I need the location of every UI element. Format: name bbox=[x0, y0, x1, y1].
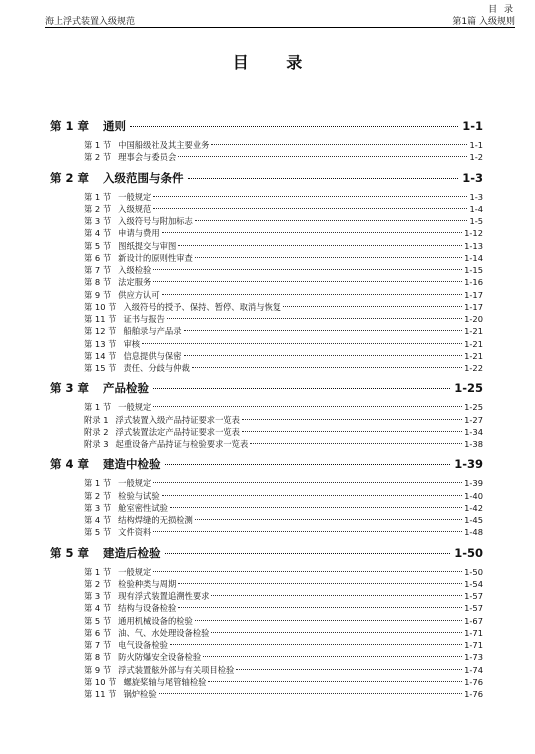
page-number: 1-12 bbox=[464, 228, 483, 239]
page-number: 1-71 bbox=[464, 640, 483, 650]
chapter-number: 第 2 章 bbox=[50, 170, 90, 185]
dot-leader bbox=[195, 519, 462, 520]
toc-section-entry[interactable] bbox=[50, 688, 483, 700]
section-number: 第 2 节 bbox=[84, 203, 112, 214]
section-title: 舱室密性试验 bbox=[118, 502, 168, 513]
toc-section-entry[interactable] bbox=[50, 313, 483, 325]
toc-section-entry[interactable] bbox=[50, 289, 483, 301]
section-title: 浮式装置入级产品持证要求一览表 bbox=[115, 414, 240, 425]
toc-section-entry[interactable] bbox=[50, 325, 483, 337]
page-number: 1-57 bbox=[464, 603, 483, 614]
section-title: 一般规定 bbox=[118, 478, 152, 489]
section-number: 第 1 节 bbox=[84, 191, 112, 202]
page-number: 1-54 bbox=[464, 578, 483, 589]
header-part-title: 第1篇 入级规则 bbox=[452, 17, 515, 27]
page-number: 1-57 bbox=[464, 591, 483, 601]
page-number: 1-71 bbox=[464, 627, 483, 638]
section-title: 一般规定 bbox=[118, 566, 152, 577]
toc-section-entry[interactable] bbox=[50, 426, 483, 438]
section-title: 浮式装置舷外部与有关项目检验 bbox=[118, 664, 235, 675]
section-number: 第 11 节 bbox=[84, 689, 117, 699]
dot-leader bbox=[184, 330, 463, 331]
header-book-title: 海上浮式装置入级规范 bbox=[45, 17, 136, 27]
page-number: 1-3 bbox=[462, 170, 483, 185]
section-number: 第 3 节 bbox=[84, 502, 112, 513]
toc-section-entry[interactable] bbox=[50, 240, 483, 252]
section-number: 第 5 节 bbox=[84, 527, 112, 538]
dot-leader bbox=[167, 318, 462, 319]
toc-section-entry[interactable] bbox=[50, 514, 483, 526]
section-title: 检验与试验 bbox=[118, 490, 160, 501]
page-number: 1-4 bbox=[469, 203, 483, 214]
section-number: 附录 1 bbox=[84, 414, 109, 425]
page-number: 1-21 bbox=[464, 350, 483, 361]
section-number: 第 13 节 bbox=[84, 338, 117, 349]
toc-section-entry[interactable] bbox=[50, 639, 483, 651]
section-number: 第 8 节 bbox=[84, 277, 112, 288]
dot-leader bbox=[153, 406, 462, 407]
chapter-title: 建造中检验 bbox=[103, 457, 161, 472]
section-number: 第 6 节 bbox=[84, 252, 112, 263]
dot-leader bbox=[153, 482, 462, 483]
section-title: 审核 bbox=[123, 338, 141, 349]
section-title: 供应方认可 bbox=[118, 289, 160, 300]
section-number: 第 14 节 bbox=[84, 350, 117, 361]
section-title: 理事会与委员会 bbox=[118, 152, 177, 163]
dot-leader bbox=[153, 531, 462, 532]
toc-section-entry[interactable] bbox=[50, 362, 483, 374]
dot-leader bbox=[162, 294, 463, 295]
dot-leader bbox=[203, 656, 462, 657]
toc-section-entry[interactable] bbox=[50, 139, 483, 151]
page-title: 目 录 bbox=[232, 53, 319, 72]
section-number: 第 5 节 bbox=[84, 615, 112, 626]
section-title: 起重设备产品持证与检验要求一览表 bbox=[115, 439, 249, 449]
toc-section-entry[interactable] bbox=[50, 338, 483, 350]
toc-section-entry[interactable] bbox=[50, 414, 483, 426]
toc-section-entry[interactable] bbox=[50, 676, 483, 688]
toc-section-entry[interactable] bbox=[50, 490, 483, 502]
chapter-number: 第 3 章 bbox=[50, 381, 90, 396]
section-number: 第 4 节 bbox=[84, 228, 112, 239]
page-number: 1-25 bbox=[464, 402, 483, 413]
header-top-right: 目 录 bbox=[488, 5, 515, 15]
section-title: 船舶录与产品录 bbox=[123, 326, 182, 337]
dot-leader bbox=[211, 144, 467, 145]
section-title: 法定服务 bbox=[118, 277, 152, 288]
page-number: 1-42 bbox=[464, 502, 483, 513]
section-number: 第 9 节 bbox=[84, 289, 112, 300]
section-title: 入级检验 bbox=[118, 265, 152, 275]
toc-section-entry[interactable] bbox=[50, 350, 483, 362]
page-number: 1-13 bbox=[464, 240, 483, 251]
dot-leader bbox=[211, 632, 462, 633]
section-title: 浮式装置法定产品持证要求一览表 bbox=[115, 426, 240, 437]
section-title: 入级符号与附加标志 bbox=[118, 216, 193, 226]
dot-leader bbox=[195, 620, 462, 621]
section-title: 信息提供与保密 bbox=[123, 350, 182, 361]
page-number: 1-50 bbox=[454, 545, 483, 560]
dot-leader bbox=[153, 388, 450, 389]
toc-section-entry[interactable] bbox=[50, 227, 483, 239]
section-title: 检验种类与周期 bbox=[118, 578, 177, 589]
toc-section-entry[interactable] bbox=[50, 526, 483, 538]
toc-section-entry[interactable] bbox=[50, 301, 483, 313]
chapter-number: 第 5 章 bbox=[50, 545, 90, 560]
section-title: 责任、分歧与仲裁 bbox=[123, 363, 190, 373]
dot-leader bbox=[162, 495, 463, 496]
section-title: 入级符号的授予、保持、暂停、取消与恢复 bbox=[123, 301, 282, 312]
section-number: 第 1 节 bbox=[84, 478, 112, 489]
section-number: 第 10 节 bbox=[84, 301, 117, 312]
section-title: 油、气、水处理设备检验 bbox=[118, 627, 210, 638]
toc-section-entry[interactable] bbox=[50, 401, 483, 413]
toc-section-entry[interactable] bbox=[50, 191, 483, 203]
section-number: 第 3 节 bbox=[84, 216, 112, 226]
dot-leader bbox=[162, 232, 463, 233]
dot-leader bbox=[153, 281, 462, 282]
section-title: 一般规定 bbox=[118, 191, 152, 202]
page-number: 1-27 bbox=[464, 414, 483, 425]
toc-chapter-entry[interactable] bbox=[50, 380, 483, 399]
section-title: 证书与报告 bbox=[123, 314, 165, 324]
toc-section-entry[interactable] bbox=[50, 664, 483, 676]
page-number: 1-1 bbox=[462, 119, 483, 133]
page-number: 1-67 bbox=[464, 615, 483, 626]
toc-chapter-entry[interactable] bbox=[50, 118, 483, 137]
section-title: 通用机械设备的检验 bbox=[118, 615, 193, 626]
section-number: 第 1 节 bbox=[84, 566, 112, 577]
page-number: 1-20 bbox=[464, 314, 483, 324]
dot-leader bbox=[178, 245, 462, 246]
page-number: 1-39 bbox=[464, 478, 483, 489]
section-title: 文件资料 bbox=[118, 527, 152, 538]
page-number: 1-73 bbox=[464, 652, 483, 663]
toc-section-entry[interactable] bbox=[50, 215, 483, 227]
page-number: 1-21 bbox=[464, 338, 483, 349]
page-number: 1-1 bbox=[469, 140, 483, 150]
toc-section-entry[interactable] bbox=[50, 276, 483, 288]
toc-section-entry[interactable] bbox=[50, 264, 483, 276]
section-number: 第 1 节 bbox=[84, 140, 112, 150]
section-number: 第 3 节 bbox=[84, 591, 112, 601]
toc-section-entry[interactable] bbox=[50, 627, 483, 639]
section-number: 第 4 节 bbox=[84, 603, 112, 614]
dot-leader bbox=[153, 196, 467, 197]
dot-leader bbox=[170, 644, 462, 645]
section-number: 第 7 节 bbox=[84, 265, 112, 275]
dot-leader bbox=[165, 553, 451, 554]
dot-leader bbox=[142, 343, 462, 344]
page-number: 1-38 bbox=[464, 439, 483, 449]
page-number: 1-17 bbox=[464, 289, 483, 300]
dot-leader bbox=[184, 355, 463, 356]
chapter-title: 入级范围与条件 bbox=[103, 170, 184, 185]
page-number: 1-76 bbox=[464, 689, 483, 699]
page-number: 1-15 bbox=[464, 265, 483, 275]
toc-section-entry[interactable] bbox=[50, 477, 483, 489]
toc-section-entry[interactable] bbox=[50, 615, 483, 627]
toc-section-entry[interactable] bbox=[50, 252, 483, 264]
page-number: 1-14 bbox=[464, 252, 483, 263]
chapter-number: 第 1 章 bbox=[50, 119, 90, 133]
dot-leader bbox=[178, 583, 462, 584]
section-title: 现有浮式装置追溯性要求 bbox=[118, 591, 210, 601]
section-number: 第 2 节 bbox=[84, 490, 112, 501]
page-number: 1-21 bbox=[464, 326, 483, 337]
section-number: 第 2 节 bbox=[84, 152, 112, 163]
section-title: 申请与费用 bbox=[118, 228, 160, 239]
page-number: 1-40 bbox=[464, 490, 483, 501]
chapter-title: 通则 bbox=[103, 119, 127, 133]
section-title: 一般规定 bbox=[118, 402, 152, 413]
section-number: 第 9 节 bbox=[84, 664, 112, 675]
toc-section-entry[interactable] bbox=[50, 151, 483, 163]
toc-section-entry[interactable] bbox=[50, 651, 483, 663]
toc-section-entry[interactable] bbox=[50, 203, 483, 215]
toc-chapter-entry[interactable] bbox=[50, 456, 483, 475]
dot-leader bbox=[153, 269, 462, 270]
dot-leader bbox=[153, 571, 462, 572]
page-number: 1-39 bbox=[454, 457, 483, 472]
table-of-contents bbox=[50, 118, 483, 700]
section-number: 附录 2 bbox=[84, 426, 109, 437]
dot-leader bbox=[178, 156, 467, 157]
toc-section-entry[interactable] bbox=[50, 566, 483, 578]
toc-chapter-entry[interactable] bbox=[50, 545, 483, 564]
section-number: 第 1 节 bbox=[84, 402, 112, 413]
chapter-title: 建造后检验 bbox=[103, 545, 161, 560]
dot-leader bbox=[211, 595, 462, 596]
dot-leader bbox=[165, 464, 451, 465]
page-number: 1-76 bbox=[464, 676, 483, 687]
section-title: 螺旋桨轴与尾管轴检验 bbox=[123, 676, 207, 687]
section-number: 第 2 节 bbox=[84, 578, 112, 589]
section-title: 入级规范 bbox=[118, 203, 152, 214]
toc-section-entry[interactable] bbox=[50, 602, 483, 614]
dot-leader bbox=[242, 431, 462, 432]
section-title: 结构与设备检验 bbox=[118, 603, 177, 614]
section-title: 新设计的原则性审查 bbox=[118, 252, 193, 263]
section-number: 第 11 节 bbox=[84, 314, 117, 324]
dot-leader bbox=[208, 681, 462, 682]
page-number: 1-25 bbox=[454, 381, 483, 396]
page-number: 1-45 bbox=[464, 515, 483, 525]
chapter-number: 第 4 章 bbox=[50, 457, 90, 472]
toc-section-entry[interactable] bbox=[50, 502, 483, 514]
section-title: 防火防爆安全设备检验 bbox=[118, 652, 202, 663]
dot-leader bbox=[195, 220, 468, 221]
section-number: 第 12 节 bbox=[84, 326, 117, 337]
section-number: 第 4 节 bbox=[84, 515, 112, 525]
dot-leader bbox=[195, 257, 462, 258]
dot-leader bbox=[170, 507, 462, 508]
section-title: 结构焊缝的无损检测 bbox=[118, 515, 193, 525]
dot-leader bbox=[153, 208, 467, 209]
section-number: 第 7 节 bbox=[84, 640, 112, 650]
section-number: 附录 3 bbox=[84, 439, 109, 449]
section-number: 第 8 节 bbox=[84, 652, 112, 663]
section-number: 第 5 节 bbox=[84, 240, 112, 251]
dot-leader bbox=[236, 669, 462, 670]
dot-leader bbox=[242, 419, 462, 420]
section-number: 第 15 节 bbox=[84, 363, 117, 373]
dot-leader bbox=[188, 178, 459, 179]
dot-leader bbox=[178, 607, 462, 608]
dot-leader bbox=[130, 126, 458, 127]
page-number: 1-48 bbox=[464, 527, 483, 538]
section-number: 第 10 节 bbox=[84, 676, 117, 687]
toc-chapter-entry[interactable] bbox=[50, 170, 483, 189]
page-number: 1-3 bbox=[469, 191, 483, 202]
page-number: 1-50 bbox=[464, 566, 483, 577]
section-title: 锅炉检验 bbox=[123, 689, 157, 699]
page-number: 1-74 bbox=[464, 664, 483, 675]
toc-section-entry[interactable] bbox=[50, 590, 483, 602]
toc-section-entry[interactable] bbox=[50, 578, 483, 590]
page-number: 1-2 bbox=[469, 152, 483, 163]
dot-leader bbox=[192, 367, 462, 368]
dot-leader bbox=[159, 693, 463, 694]
chapter-title: 产品检验 bbox=[103, 381, 150, 396]
page-number: 1-5 bbox=[469, 216, 483, 226]
section-title: 中国船级社及其主要业务 bbox=[118, 140, 210, 150]
dot-leader bbox=[283, 306, 462, 307]
page-number: 1-22 bbox=[464, 363, 483, 373]
page-number: 1-16 bbox=[464, 277, 483, 288]
section-title: 电气设备检验 bbox=[118, 640, 168, 650]
section-title: 图纸提交与审图 bbox=[118, 240, 177, 251]
toc-section-entry[interactable] bbox=[50, 438, 483, 450]
page-number: 1-17 bbox=[464, 301, 483, 312]
dot-leader bbox=[250, 443, 462, 444]
page-number: 1-34 bbox=[464, 426, 483, 437]
section-number: 第 6 节 bbox=[84, 627, 112, 638]
header-rule bbox=[45, 27, 515, 28]
